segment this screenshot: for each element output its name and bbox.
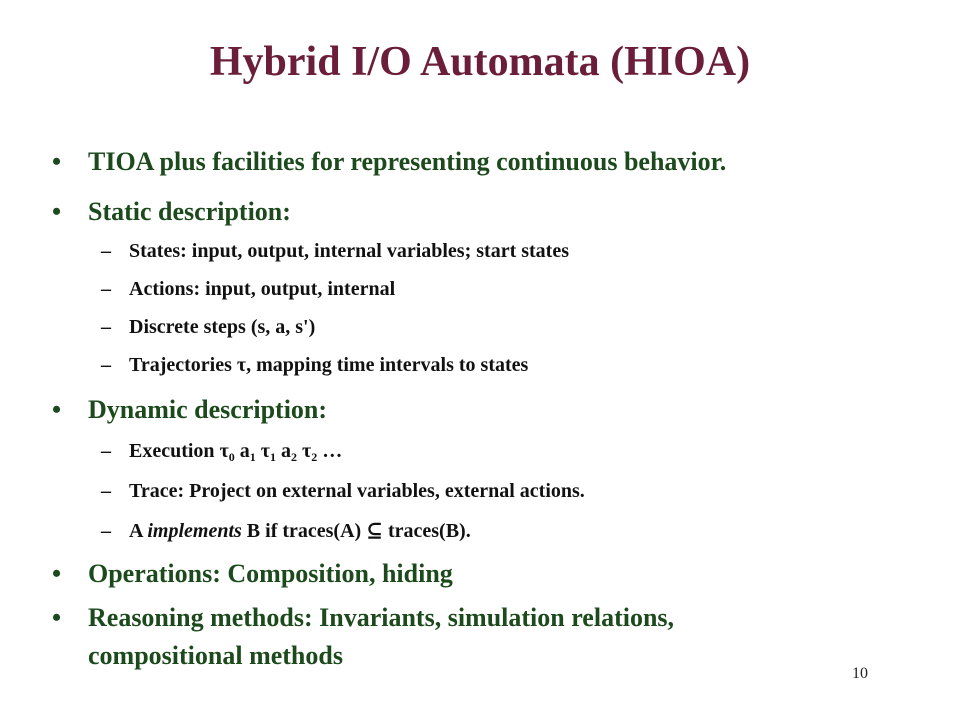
execution-expression bbox=[129, 438, 342, 466]
subscript: 0 bbox=[228, 450, 235, 464]
dash-marker: – bbox=[101, 440, 111, 462]
dash-marker: – bbox=[101, 354, 111, 376]
dash-marker: – bbox=[101, 520, 111, 542]
text-part: A bbox=[129, 520, 148, 542]
bullet-text: Static description: bbox=[88, 197, 291, 226]
sub-item-text: Trace: Project on external variables, external actions. bbox=[129, 480, 585, 502]
subscript: 1 bbox=[270, 450, 276, 464]
bullet-text: Operations: Composition, hiding bbox=[88, 559, 453, 588]
bullet-marker: • bbox=[52, 603, 62, 632]
action-symbol: a bbox=[239, 440, 250, 462]
subscript: 2 bbox=[311, 450, 318, 464]
dash-marker: – bbox=[101, 240, 111, 262]
text-part: traces(B). bbox=[382, 520, 471, 542]
action-symbol: a bbox=[281, 440, 291, 462]
bullet-text: Dynamic description: bbox=[88, 395, 328, 424]
implements-word: implements bbox=[147, 520, 242, 542]
subset-symbol: ⊆ bbox=[366, 520, 383, 542]
bullet-text-continuation: compositional methods bbox=[88, 641, 343, 670]
subscript: 2 bbox=[291, 450, 297, 464]
bullet-marker: • bbox=[52, 395, 62, 424]
bullet-marker: • bbox=[52, 559, 62, 588]
tau-symbol: τ bbox=[260, 440, 270, 462]
bullet-text: Reasoning methods: Invariants, simulation relations, bbox=[88, 603, 675, 632]
dash-marker: – bbox=[101, 316, 111, 338]
implements-statement bbox=[129, 518, 471, 544]
ellipsis: … bbox=[322, 440, 343, 462]
sub-item-text: Discrete steps (s, a, s') bbox=[129, 316, 316, 338]
tau-symbol: τ bbox=[302, 440, 312, 462]
text-part: B if traces(A) bbox=[241, 520, 367, 542]
sub-item-text: Actions: input, output, internal bbox=[129, 278, 396, 300]
execution-label: Execution bbox=[129, 440, 215, 462]
bullet-marker: • bbox=[52, 197, 62, 226]
dash-marker: – bbox=[101, 278, 111, 300]
slide-title: Hybrid I/O Automata (HIOA) bbox=[209, 39, 751, 85]
bullet-marker: • bbox=[52, 147, 62, 176]
sub-item-text: States: input, output, internal variables; start states bbox=[129, 240, 569, 262]
page-number: 10 bbox=[852, 665, 868, 682]
bullet-text: TIOA plus facilities for representing continuous behavior. bbox=[88, 147, 727, 176]
dash-marker: – bbox=[101, 480, 111, 502]
sub-item-text: Trajectories τ, mapping time intervals to states bbox=[129, 354, 529, 376]
tau-symbol: τ bbox=[219, 440, 229, 462]
subscript: 1 bbox=[249, 450, 256, 464]
